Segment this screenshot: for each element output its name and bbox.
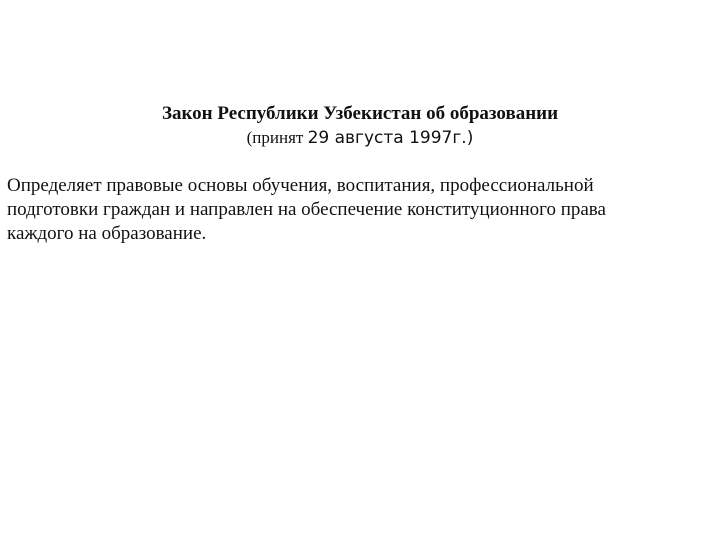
body-line: Определяет правовые основы обучения, воспитания, профессиональной <box>7 175 594 196</box>
body-line: каждого на образование. <box>7 223 207 244</box>
document-subtitle <box>0 126 720 151</box>
document-body <box>7 174 657 246</box>
document-title: Закон Республики Узбекистан об образовании <box>161 103 559 124</box>
subtitle-date: 29 августа 1997г.) <box>307 128 474 148</box>
body-line: подготовки граждан и направлен на обеспечение конституционного права <box>7 199 606 220</box>
subtitle-prefix: (принят <box>246 128 308 147</box>
